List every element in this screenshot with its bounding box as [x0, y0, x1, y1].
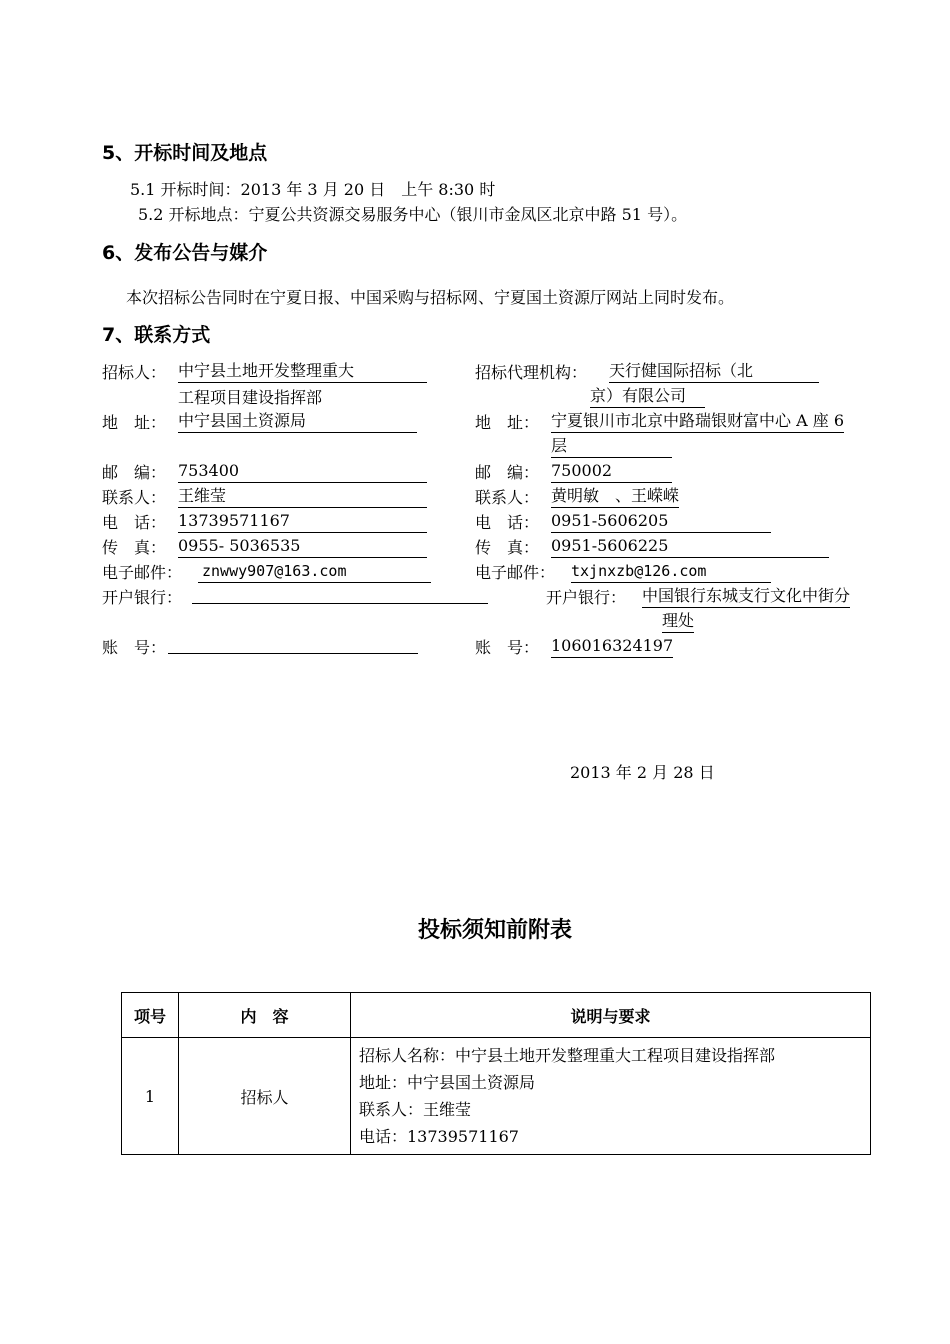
right-bank-line2: 理处 — [662, 610, 694, 633]
right-postcode-label: 邮 编： — [475, 463, 540, 482]
annex-table — [121, 992, 871, 1155]
table-header-row — [122, 993, 871, 1038]
desc-line-contact: 联系人：王维莹 — [359, 1100, 472, 1119]
header-requirements: 说明与要求 — [351, 993, 871, 1038]
left-email: znwwy907@163.com — [198, 560, 431, 583]
left-tenderer-line2: 工程项目建设指挥部 — [178, 388, 323, 407]
publication-text: 本次招标公告同时在宁夏日报、中国采购与招标网、宁夏国土资源厅网站上同时发布。 — [126, 288, 735, 307]
annex-title: 投标须知前附表 — [417, 918, 572, 943]
table-row — [122, 1038, 871, 1155]
right-bank-label: 开户银行： — [546, 588, 627, 607]
left-fax: 0955- 5036535 — [178, 535, 427, 558]
left-email-label: 电子邮件： — [102, 563, 183, 582]
right-phone-label: 电 话： — [475, 513, 540, 532]
right-fax-label: 传 真： — [475, 538, 540, 557]
section-5-heading: 5、开标时间及地点 — [102, 142, 268, 164]
right-phone: 0951-5606205 — [551, 510, 771, 533]
left-fax-label: 传 真： — [102, 538, 167, 557]
right-contact-label: 联系人： — [475, 488, 540, 507]
right-email-label: 电子邮件： — [475, 563, 556, 582]
row-no: 1 — [122, 1038, 179, 1155]
document-date: 2013 年 2 月 28 日 — [570, 763, 715, 782]
right-account: 106016324197 — [551, 635, 673, 658]
right-account-label: 账 号： — [475, 638, 540, 657]
left-bank-blank — [192, 603, 488, 604]
left-contact-label: 联系人： — [102, 488, 167, 507]
left-postcode: 753400 — [178, 460, 427, 483]
left-address: 中宁县国土资源局 — [178, 410, 417, 433]
bid-opening-place: 5.2 开标地点：宁夏公共资源交易服务中心（银川市金凤区北京中路 51 号）。 — [138, 205, 688, 224]
left-contact: 王维莹 — [178, 485, 427, 508]
desc-line-phone: 电话：13739571167 — [359, 1127, 519, 1146]
right-postcode: 750002 — [551, 460, 672, 483]
section-7-heading: 7、联系方式 — [102, 324, 211, 346]
left-phone: 13739571167 — [178, 510, 427, 533]
left-postcode-label: 邮 编： — [102, 463, 167, 482]
row-item: 招标人 — [179, 1038, 351, 1155]
left-account-blank — [168, 653, 418, 654]
right-address-label: 地 址： — [475, 413, 540, 432]
row-description — [351, 1038, 871, 1155]
right-agency-label: 招标代理机构： — [475, 363, 588, 382]
header-content: 内 容 — [179, 993, 351, 1038]
left-tenderer-line1: 中宁县土地开发整理重大 — [178, 360, 427, 383]
right-bank-line1: 中国银行东城支行文化中街分 — [642, 585, 850, 608]
desc-line-address: 地址：中宁县国土资源局 — [359, 1073, 536, 1092]
section-6-heading: 6、发布公告与媒介 — [102, 242, 268, 264]
header-no: 项号 — [122, 993, 179, 1038]
left-address-label: 地 址： — [102, 413, 167, 432]
right-fax: 0951-5606225 — [551, 535, 829, 558]
bid-opening-time: 5.1 开标时间：2013 年 3 月 20 日 上午 8:30 时 — [130, 180, 496, 199]
right-email: txjnxzb@126.com — [571, 560, 771, 583]
left-bank-label: 开户银行： — [102, 588, 183, 607]
right-address-line2: 层 — [551, 435, 672, 458]
right-agency-line1: 天行健国际招标（北 — [609, 360, 819, 383]
left-tenderer-label: 招标人： — [102, 363, 167, 382]
right-contact: 黄明敏 、王嵘嵘 — [551, 485, 679, 508]
right-agency-line2: 京）有限公司 — [590, 385, 705, 408]
left-phone-label: 电 话： — [102, 513, 167, 532]
left-account-label: 账 号： — [102, 638, 167, 657]
right-address-line1: 宁夏银川市北京中路瑞银财富中心 A 座 6 — [551, 410, 844, 433]
desc-line-name: 招标人名称：中宁县土地开发整理重大工程项目建设指挥部 — [359, 1046, 776, 1065]
